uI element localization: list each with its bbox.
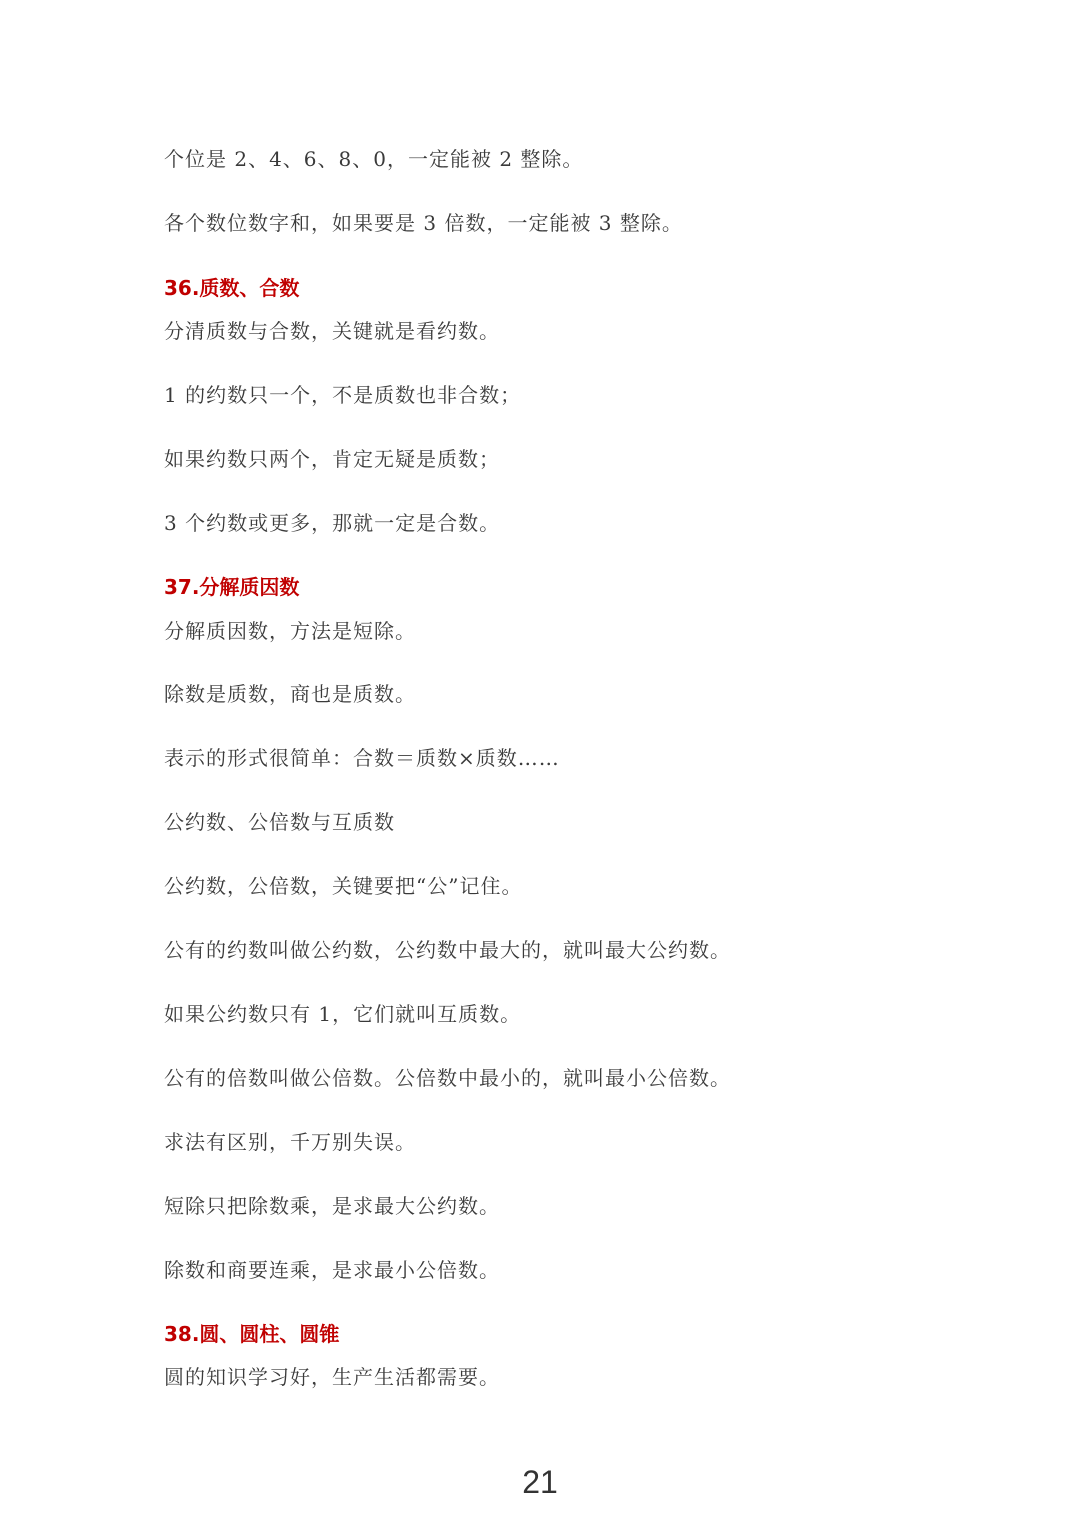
text-line: 1 的约数只一个，不是质数也非合数； xyxy=(164,383,522,407)
text-line: 公有的约数叫做公约数，公约数中最大的，就叫最大公约数。 xyxy=(164,938,731,962)
text-line: 分解质因数，方法是短除。 xyxy=(164,619,416,643)
text-line: 公约数，公倍数，关键要把“公”记住。 xyxy=(164,874,523,898)
section-heading-38: 38.圆、圆柱、圆锥 xyxy=(164,1322,340,1346)
text-line: 如果约数只两个，肯定无疑是质数； xyxy=(164,447,500,471)
text-line: 圆的知识学习好，生产生活都需要。 xyxy=(164,1365,500,1389)
text-line: 除数是质数，商也是质数。 xyxy=(164,682,416,706)
text-line: 分清质数与合数，关键就是看约数。 xyxy=(164,319,500,343)
text-line: 各个数位数字和，如果要是 3 倍数，一定能被 3 整除。 xyxy=(164,211,683,235)
page-number: 21 xyxy=(522,1464,558,1500)
text-line: 表示的形式很简单：合数＝质数×质数…… xyxy=(164,746,560,770)
text-line: 个位是 2、4、6、8、0，一定能被 2 整除。 xyxy=(164,147,584,171)
text-line: 除数和商要连乘，是求最小公倍数。 xyxy=(164,1258,500,1282)
section-heading-37: 37.分解质因数 xyxy=(164,575,300,599)
text-line: 3 个约数或更多，那就一定是合数。 xyxy=(164,511,501,535)
text-line: 公约数、公倍数与互质数 xyxy=(164,810,395,834)
text-line: 公有的倍数叫做公倍数。公倍数中最小的，就叫最小公倍数。 xyxy=(164,1066,731,1090)
section-heading-36: 36.质数、合数 xyxy=(164,276,300,300)
text-line: 求法有区别，千万别失误。 xyxy=(164,1130,416,1154)
text-line: 如果公约数只有 1，它们就叫互质数。 xyxy=(164,1002,522,1026)
text-line: 短除只把除数乘，是求最大公约数。 xyxy=(164,1194,500,1218)
